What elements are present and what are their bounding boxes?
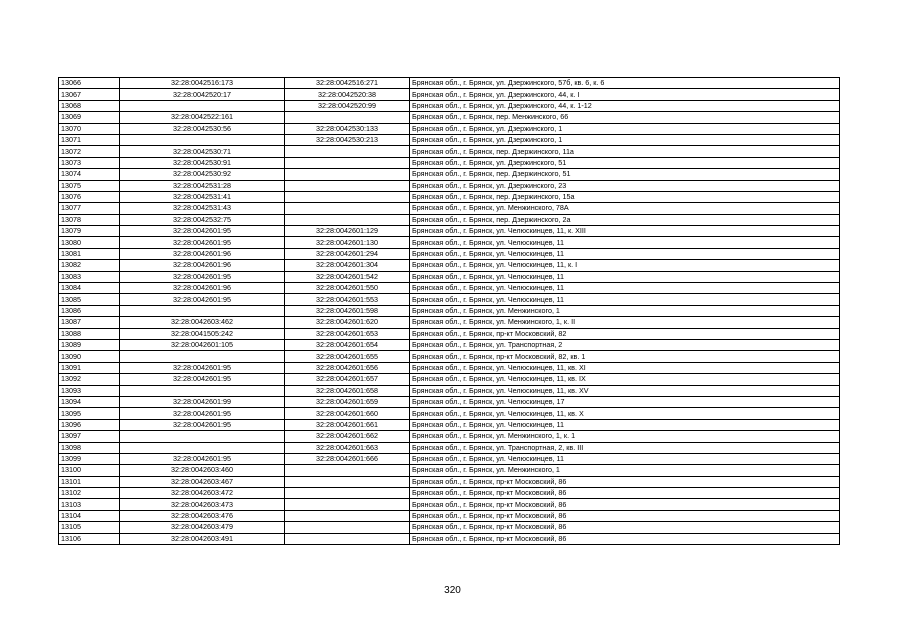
land-cadastral-number-cell: 32:28:0042601:105: [120, 339, 285, 350]
land-cadastral-number-cell: 32:28:0042531:28: [120, 180, 285, 191]
table-row: [59, 157, 840, 168]
object-cadastral-number-cell: 32:28:0042601:130: [285, 237, 410, 248]
address-cell: Брянская обл., г. Брянск, пер. Дзержинского, 2а: [410, 214, 840, 225]
land-cadastral-number-cell: 32:28:0042530:91: [120, 157, 285, 168]
land-cadastral-number-cell: 32:28:0042601:96: [120, 283, 285, 294]
address-cell: Брянская обл., г. Брянск, ул. Менжинского, 1: [410, 465, 840, 476]
land-cadastral-number-cell: 32:28:0042531:43: [120, 203, 285, 214]
table-row: [59, 396, 840, 407]
table-row: [59, 317, 840, 328]
table-row: [59, 123, 840, 134]
address-cell: Брянская обл., г. Брянск, ул. Челюскинцев, 11, кв. XI: [410, 362, 840, 373]
row-number-cell: 13073: [59, 157, 120, 168]
table-row: [59, 226, 840, 237]
row-number-cell: 13094: [59, 396, 120, 407]
land-cadastral-number-cell: 32:28:0042603:476: [120, 510, 285, 521]
address-cell: Брянская обл., г. Брянск, пр-кт Московский, 86: [410, 499, 840, 510]
table-row: [59, 203, 840, 214]
land-cadastral-number-cell: [120, 385, 285, 396]
object-cadastral-number-cell: [285, 488, 410, 499]
land-cadastral-number-cell: 32:28:0042531:41: [120, 191, 285, 202]
land-cadastral-number-cell: [120, 134, 285, 145]
address-cell: Брянская обл., г. Брянск, ул. Челюскинцев, 11: [410, 248, 840, 259]
object-cadastral-number-cell: [285, 522, 410, 533]
object-cadastral-number-cell: [285, 203, 410, 214]
row-number-cell: 13088: [59, 328, 120, 339]
object-cadastral-number-cell: 32:28:0042601:653: [285, 328, 410, 339]
table-row: [59, 339, 840, 350]
address-cell: Брянская обл., г. Брянск, ул. Челюскинцев, 11, к. XIII: [410, 226, 840, 237]
row-number-cell: 13070: [59, 123, 120, 134]
address-cell: Брянская обл., г. Брянск, ул. Транспортная, 2, кв. III: [410, 442, 840, 453]
row-number-cell: 13098: [59, 442, 120, 453]
row-number-cell: 13092: [59, 374, 120, 385]
object-cadastral-number-cell: 32:28:0042601:304: [285, 260, 410, 271]
table-row: [59, 499, 840, 510]
row-number-cell: 13102: [59, 488, 120, 499]
table-row: [59, 78, 840, 89]
address-cell: Брянская обл., г. Брянск, пер. Дзержинского, 51: [410, 169, 840, 180]
object-cadastral-number-cell: 32:28:0042601:656: [285, 362, 410, 373]
object-cadastral-number-cell: 32:28:0042601:657: [285, 374, 410, 385]
object-cadastral-number-cell: [285, 214, 410, 225]
table-row: [59, 510, 840, 521]
table-row: [59, 283, 840, 294]
land-cadastral-number-cell: [120, 100, 285, 111]
land-cadastral-number-cell: 32:28:0042603:472: [120, 488, 285, 499]
object-cadastral-number-cell: 32:28:0042601:662: [285, 431, 410, 442]
land-cadastral-number-cell: [120, 351, 285, 362]
row-number-cell: 13089: [59, 339, 120, 350]
row-number-cell: 13077: [59, 203, 120, 214]
row-number-cell: 13091: [59, 362, 120, 373]
address-cell: Брянская обл., г. Брянск, пр-кт Московский, 86: [410, 476, 840, 487]
row-number-cell: 13069: [59, 112, 120, 123]
address-cell: Брянская обл., г. Брянск, пр-кт Московский, 82, кв. 1: [410, 351, 840, 362]
object-cadastral-number-cell: [285, 112, 410, 123]
address-cell: Брянская обл., г. Брянск, ул. Челюскинцев, 11: [410, 271, 840, 282]
object-cadastral-number-cell: 32:28:0042530:213: [285, 134, 410, 145]
row-number-cell: 13079: [59, 226, 120, 237]
row-number-cell: 13086: [59, 305, 120, 316]
row-number-cell: 13068: [59, 100, 120, 111]
row-number-cell: 13075: [59, 180, 120, 191]
land-cadastral-number-cell: 32:28:0042603:491: [120, 533, 285, 544]
table-row: [59, 431, 840, 442]
row-number-cell: 13105: [59, 522, 120, 533]
object-cadastral-number-cell: 32:28:0042601:663: [285, 442, 410, 453]
table-row: [59, 169, 840, 180]
table-row: [59, 419, 840, 430]
table-row: [59, 271, 840, 282]
row-number-cell: 13095: [59, 408, 120, 419]
land-cadastral-number-cell: 32:28:0042532:75: [120, 214, 285, 225]
table-row: [59, 191, 840, 202]
row-number-cell: 13083: [59, 271, 120, 282]
address-cell: Брянская обл., г. Брянск, ул. Менжинского, 1, к. 1: [410, 431, 840, 442]
land-cadastral-number-cell: 32:28:0042601:96: [120, 260, 285, 271]
object-cadastral-number-cell: 32:28:0042601:658: [285, 385, 410, 396]
address-cell: Брянская обл., г. Брянск, ул. Челюскинцев, 11, кв. X: [410, 408, 840, 419]
land-cadastral-number-cell: 32:28:0042516:173: [120, 78, 285, 89]
address-cell: Брянская обл., г. Брянск, ул. Челюскинцев, 11: [410, 453, 840, 464]
address-cell: Брянская обл., г. Брянск, ул. Менжинского, 1, к. II: [410, 317, 840, 328]
address-cell: Брянская обл., г. Брянск, ул. Дзержинского, 1: [410, 123, 840, 134]
table-row: [59, 146, 840, 157]
object-cadastral-number-cell: [285, 510, 410, 521]
object-cadastral-number-cell: 32:28:0042601:598: [285, 305, 410, 316]
object-cadastral-number-cell: 32:28:0042520:38: [285, 89, 410, 100]
table-row: [59, 465, 840, 476]
row-number-cell: 13101: [59, 476, 120, 487]
object-cadastral-number-cell: 32:28:0042601:659: [285, 396, 410, 407]
row-number-cell: 13104: [59, 510, 120, 521]
table-row: [59, 214, 840, 225]
land-cadastral-number-cell: 32:28:0042520:17: [120, 89, 285, 100]
object-cadastral-number-cell: [285, 465, 410, 476]
land-cadastral-number-cell: 32:28:0042601:95: [120, 453, 285, 464]
row-number-cell: 13078: [59, 214, 120, 225]
address-cell: Брянская обл., г. Брянск, ул. Менжинского, 78А: [410, 203, 840, 214]
row-number-cell: 13084: [59, 283, 120, 294]
object-cadastral-number-cell: [285, 476, 410, 487]
table-row: [59, 362, 840, 373]
object-cadastral-number-cell: [285, 157, 410, 168]
row-number-cell: 13076: [59, 191, 120, 202]
table-row: [59, 180, 840, 191]
object-cadastral-number-cell: 32:28:0042601:666: [285, 453, 410, 464]
table-row: [59, 533, 840, 544]
row-number-cell: 13085: [59, 294, 120, 305]
address-cell: Брянская обл., г. Брянск, ул. Челюскинцев, 11, кв. XV: [410, 385, 840, 396]
table-row: [59, 522, 840, 533]
object-cadastral-number-cell: 32:28:0042601:660: [285, 408, 410, 419]
object-cadastral-number-cell: 32:28:0042530:133: [285, 123, 410, 134]
land-cadastral-number-cell: 32:28:0042603:473: [120, 499, 285, 510]
address-cell: Брянская обл., г. Брянск, ул. Дзержинского, 44, к. 1-12: [410, 100, 840, 111]
table-row: [59, 453, 840, 464]
land-cadastral-number-cell: 32:28:0042601:95: [120, 226, 285, 237]
address-cell: Брянская обл., г. Брянск, ул. Челюскинцев, 11, к. I: [410, 260, 840, 271]
row-number-cell: 13103: [59, 499, 120, 510]
row-number-cell: 13071: [59, 134, 120, 145]
object-cadastral-number-cell: [285, 533, 410, 544]
row-number-cell: 13072: [59, 146, 120, 157]
row-number-cell: 13097: [59, 431, 120, 442]
registry-table: [58, 77, 840, 545]
object-cadastral-number-cell: [285, 146, 410, 157]
land-cadastral-number-cell: 32:28:0042603:460: [120, 465, 285, 476]
land-cadastral-number-cell: 32:28:0042603:479: [120, 522, 285, 533]
land-cadastral-number-cell: 32:28:0041505:242: [120, 328, 285, 339]
address-cell: Брянская обл., г. Брянск, пр-кт Московский, 82: [410, 328, 840, 339]
object-cadastral-number-cell: [285, 180, 410, 191]
land-cadastral-number-cell: 32:28:0042530:56: [120, 123, 285, 134]
land-cadastral-number-cell: 32:28:0042601:99: [120, 396, 285, 407]
address-cell: Брянская обл., г. Брянск, ул. Транспортная, 2: [410, 339, 840, 350]
table-row: [59, 442, 840, 453]
table-row: [59, 374, 840, 385]
row-number-cell: 13087: [59, 317, 120, 328]
object-cadastral-number-cell: 32:28:0042601:294: [285, 248, 410, 259]
address-cell: Брянская обл., г. Брянск, ул. Челюскинцев, 11: [410, 419, 840, 430]
row-number-cell: 13090: [59, 351, 120, 362]
address-cell: Брянская обл., г. Брянск, пер. Дзержинского, 11а: [410, 146, 840, 157]
address-cell: Брянская обл., г. Брянск, пр-кт Московский, 86: [410, 510, 840, 521]
table-row: [59, 100, 840, 111]
table-row: [59, 305, 840, 316]
object-cadastral-number-cell: 32:28:0042601:553: [285, 294, 410, 305]
address-cell: Брянская обл., г. Брянск, ул. Челюскинцев, 11, кв. IX: [410, 374, 840, 385]
address-cell: Брянская обл., г. Брянск, ул. Челюскинцев, 17: [410, 396, 840, 407]
table-row: [59, 112, 840, 123]
row-number-cell: 13081: [59, 248, 120, 259]
land-cadastral-number-cell: 32:28:0042601:95: [120, 362, 285, 373]
object-cadastral-number-cell: [285, 169, 410, 180]
object-cadastral-number-cell: 32:28:0042601:654: [285, 339, 410, 350]
land-cadastral-number-cell: 32:28:0042601:96: [120, 248, 285, 259]
table-row: [59, 134, 840, 145]
row-number-cell: 13093: [59, 385, 120, 396]
table-row: [59, 89, 840, 100]
address-cell: Брянская обл., г. Брянск, ул. Дзержинского, 57б, кв. 6, к. 6: [410, 78, 840, 89]
address-cell: Брянская обл., г. Брянск, ул. Дзержинского, 51: [410, 157, 840, 168]
row-number-cell: 13096: [59, 419, 120, 430]
object-cadastral-number-cell: 32:28:0042601:620: [285, 317, 410, 328]
address-cell: Брянская обл., г. Брянск, пер. Менжинского, 66: [410, 112, 840, 123]
address-cell: Брянская обл., г. Брянск, пр-кт Московский, 86: [410, 488, 840, 499]
table-row: [59, 408, 840, 419]
land-cadastral-number-cell: 32:28:0042522:161: [120, 112, 285, 123]
table-row: [59, 260, 840, 271]
table-row: [59, 294, 840, 305]
table-row: [59, 385, 840, 396]
row-number-cell: 13100: [59, 465, 120, 476]
table-row: [59, 351, 840, 362]
land-cadastral-number-cell: [120, 305, 285, 316]
land-cadastral-number-cell: [120, 442, 285, 453]
row-number-cell: 13099: [59, 453, 120, 464]
land-cadastral-number-cell: 32:28:0042601:95: [120, 237, 285, 248]
page-number: 320: [444, 585, 461, 596]
address-cell: Брянская обл., г. Брянск, пр-кт Московский, 86: [410, 533, 840, 544]
table-row: [59, 248, 840, 259]
row-number-cell: 13106: [59, 533, 120, 544]
address-cell: Брянская обл., г. Брянск, ул. Дзержинского, 1: [410, 134, 840, 145]
row-number-cell: 13080: [59, 237, 120, 248]
row-number-cell: 13082: [59, 260, 120, 271]
address-cell: Брянская обл., г. Брянск, ул. Челюскинцев, 11: [410, 283, 840, 294]
object-cadastral-number-cell: 32:28:0042516:271: [285, 78, 410, 89]
object-cadastral-number-cell: 32:28:0042601:655: [285, 351, 410, 362]
address-cell: Брянская обл., г. Брянск, пр-кт Московский, 86: [410, 522, 840, 533]
land-cadastral-number-cell: 32:28:0042603:467: [120, 476, 285, 487]
land-cadastral-number-cell: [120, 431, 285, 442]
address-cell: Брянская обл., г. Брянск, ул. Дзержинского, 44, к. I: [410, 89, 840, 100]
address-cell: Брянская обл., г. Брянск, ул. Челюскинцев, 11: [410, 237, 840, 248]
row-number-cell: 13066: [59, 78, 120, 89]
object-cadastral-number-cell: 32:28:0042601:542: [285, 271, 410, 282]
table-row: [59, 237, 840, 248]
table-row: [59, 328, 840, 339]
row-number-cell: 13074: [59, 169, 120, 180]
land-cadastral-number-cell: 32:28:0042601:95: [120, 374, 285, 385]
table-row: [59, 476, 840, 487]
address-cell: Брянская обл., г. Брянск, пер. Дзержинского, 15а: [410, 191, 840, 202]
registry-table-body: [59, 78, 840, 545]
land-cadastral-number-cell: 32:28:0042601:95: [120, 294, 285, 305]
object-cadastral-number-cell: 32:28:0042601:129: [285, 226, 410, 237]
object-cadastral-number-cell: 32:28:0042601:661: [285, 419, 410, 430]
address-cell: Брянская обл., г. Брянск, ул. Челюскинцев, 11: [410, 294, 840, 305]
object-cadastral-number-cell: [285, 499, 410, 510]
table-row: [59, 488, 840, 499]
land-cadastral-number-cell: 32:28:0042601:95: [120, 408, 285, 419]
land-cadastral-number-cell: 32:28:0042601:95: [120, 419, 285, 430]
land-cadastral-number-cell: 32:28:0042530:92: [120, 169, 285, 180]
object-cadastral-number-cell: [285, 191, 410, 202]
row-number-cell: 13067: [59, 89, 120, 100]
address-cell: Брянская обл., г. Брянск, ул. Менжинского, 1: [410, 305, 840, 316]
land-cadastral-number-cell: 32:28:0042601:95: [120, 271, 285, 282]
address-cell: Брянская обл., г. Брянск, ул. Дзержинского, 23: [410, 180, 840, 191]
object-cadastral-number-cell: 32:28:0042520:99: [285, 100, 410, 111]
object-cadastral-number-cell: 32:28:0042601:550: [285, 283, 410, 294]
land-cadastral-number-cell: 32:28:0042530:71: [120, 146, 285, 157]
land-cadastral-number-cell: 32:28:0042603:462: [120, 317, 285, 328]
